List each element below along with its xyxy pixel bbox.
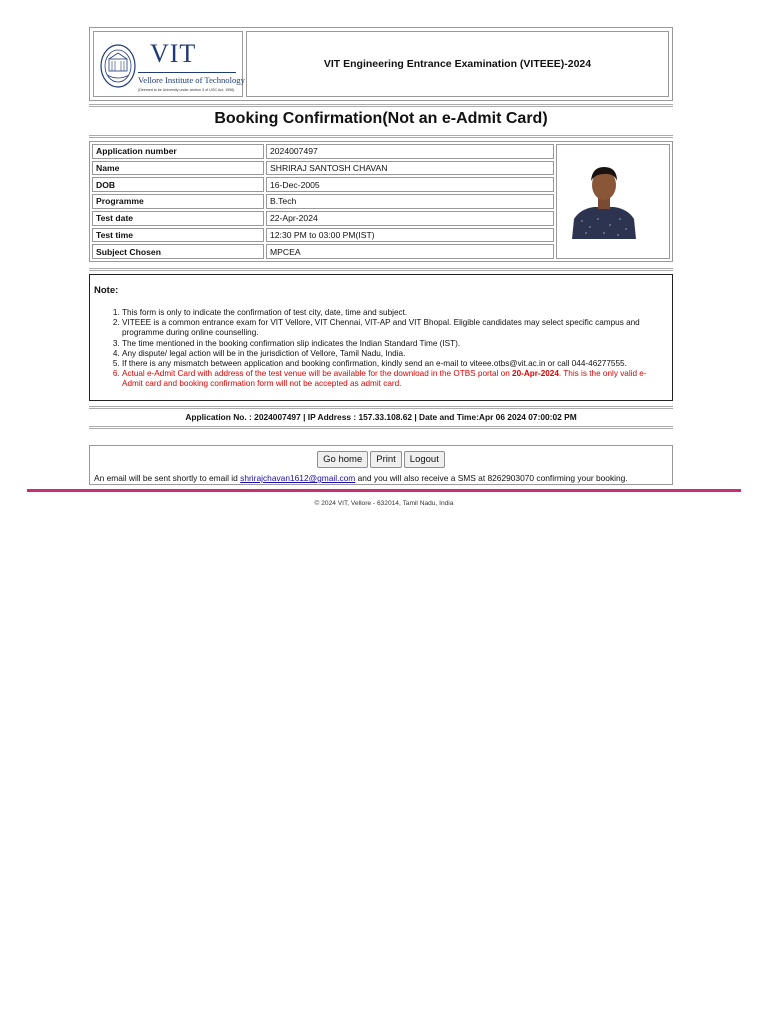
row-value: SHRIRAJ SANTOSH CHAVAN: [266, 161, 554, 176]
candidate-photo-frame: [556, 144, 670, 259]
row-label: Programme: [92, 194, 264, 209]
row-value: 12:30 PM to 03:00 PM(IST): [266, 228, 554, 243]
divider: [89, 426, 673, 429]
note-title: Note:: [94, 285, 119, 296]
email-link[interactable]: shrirajchavan1612@gmail.com: [240, 473, 356, 483]
row-value: B.Tech: [266, 194, 554, 209]
row-label: Name: [92, 161, 264, 176]
logo-name: VIT: [150, 39, 197, 68]
details-table: [90, 142, 556, 261]
vit-logo: [93, 31, 243, 97]
button-row: [90, 451, 672, 468]
row-label: Application number: [92, 144, 264, 159]
warning-text: Actual e-Admit Card with address of the test venue will be available for the download in the OTBS portal on: [122, 369, 513, 379]
table-row: [92, 177, 554, 192]
logout-button[interactable]: Logout: [404, 451, 445, 468]
warning-text: . This is the only valid e-Admit card and booking confirmation form will not be accepted as admit card.: [122, 369, 647, 389]
footer: © 2024 VIT, Vellore - 632014, Tamil Nadu, India: [314, 500, 454, 507]
email-notice: [90, 473, 672, 483]
note-box: [89, 274, 673, 401]
logo-divider: [138, 72, 236, 73]
row-value: MPCEA: [266, 244, 554, 259]
note-list: [94, 308, 666, 390]
actions-panel: [89, 445, 673, 485]
row-value: 16-Dec-2005: [266, 177, 554, 192]
logo-note: (Deemed to be University under section 3 of UGC Act, 1956): [138, 88, 235, 92]
logo-full-name: Vellore Institute of Technology: [138, 75, 245, 85]
note-item: 3. The time mentioned in the booking confirmation slip indicates the Indian Standard Time (IST).: [122, 339, 666, 349]
divider: [89, 104, 673, 107]
note-item: 4. Any dispute/ legal action will be in the jurisdiction of Vellore, Tamil Nadu, India.: [122, 349, 666, 359]
application-info-line: Application No. : 2024007497 | IP Address : 157.33.108.62 | Date and Time:Apr 06 2024 07:00:02 PM: [185, 412, 577, 422]
candidate-photo: [570, 161, 638, 239]
seal-icon: [99, 41, 137, 91]
divider: [89, 135, 673, 138]
admit-card-date: 20-Apr-2024: [512, 369, 559, 379]
accent-divider: [27, 489, 741, 492]
note-item-warning: [122, 369, 666, 389]
table-row: [92, 244, 554, 259]
email-notice-text: and you will also receive a SMS at 8262903070 confirming your booking.: [355, 473, 628, 483]
page-title: Booking Confirmation(Not an e-Admit Card): [214, 110, 548, 127]
exam-title: VIT Engineering Entrance Examination (VITEEE)-2024: [246, 31, 669, 97]
candidate-details: [89, 141, 673, 262]
row-label: Subject Chosen: [92, 244, 264, 259]
print-button[interactable]: Print: [370, 451, 402, 468]
table-row: [92, 211, 554, 226]
note-item: 2. VITEEE is a common entrance exam for VIT Vellore, VIT Chennai, VIT-AP and VIT Bhopal. Eligible candidates may select specific campus and programme during online counselling.: [122, 318, 666, 338]
note-item: 5. If there is any mismatch between application and booking confirmation, kindly send an e-mail to viteee.otbs@vit.ac.in or call 044-46277555.: [122, 359, 666, 369]
table-row: [92, 144, 554, 159]
table-row: [92, 161, 554, 176]
row-label: Test date: [92, 211, 264, 226]
row-label: Test time: [92, 228, 264, 243]
note-item: 1. This form is only to indicate the confirmation of test city, date, time and subject.: [122, 308, 666, 318]
divider: [89, 406, 673, 409]
divider: [89, 268, 673, 271]
row-label: DOB: [92, 177, 264, 192]
row-value: 22-Apr-2024: [266, 211, 554, 226]
table-row: [92, 194, 554, 209]
email-notice-text: An email will be sent shortly to email id: [94, 473, 241, 483]
header: [89, 27, 673, 101]
go-home-button[interactable]: Go home: [317, 451, 368, 468]
row-value: 2024007497: [266, 144, 554, 159]
table-row: [92, 228, 554, 243]
